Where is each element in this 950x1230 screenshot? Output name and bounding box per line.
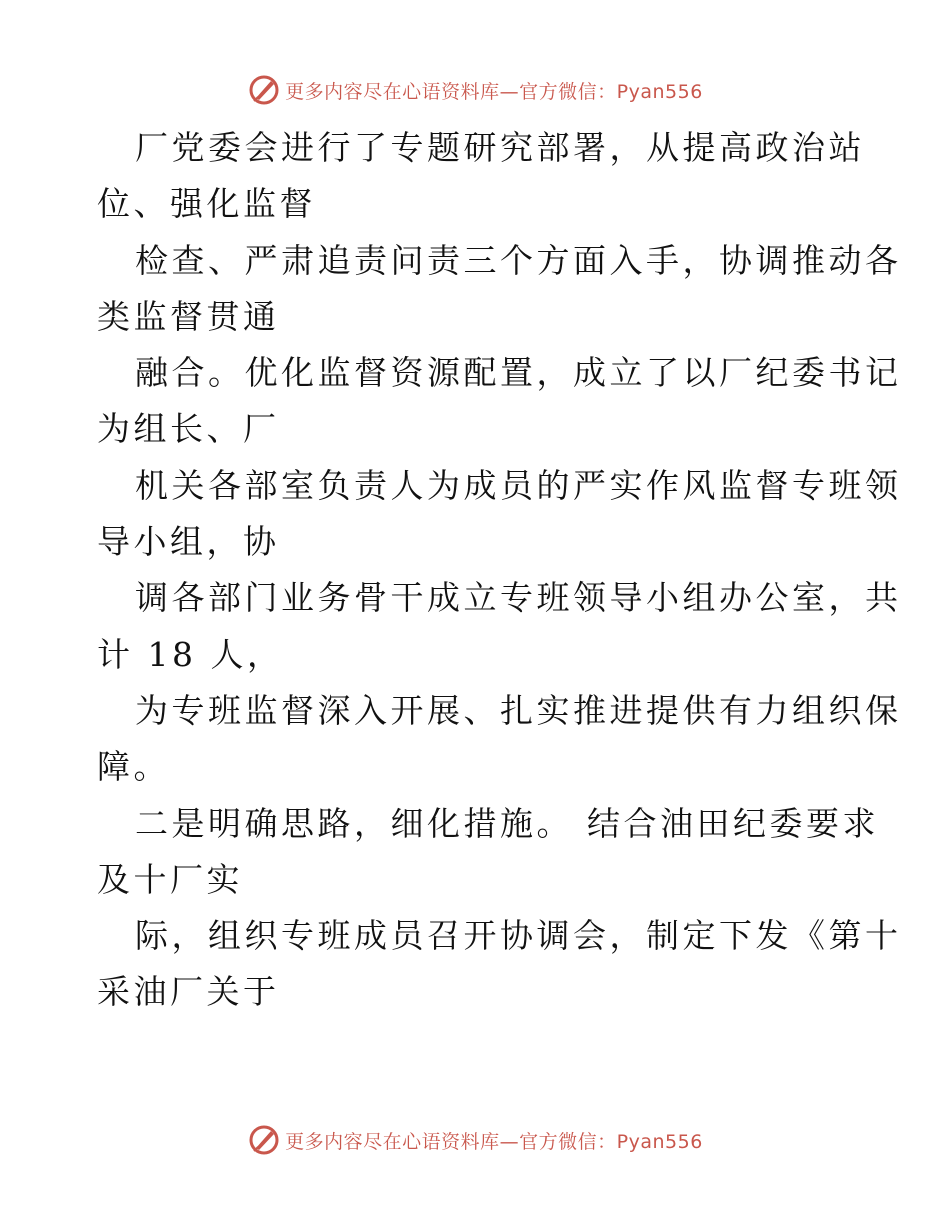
quill-seal-icon — [247, 1123, 281, 1157]
text-line: 位、强化监督 — [97, 184, 316, 224]
text-line: 二是明确思路，细化措施。 结合油田纪委要求 — [135, 803, 879, 843]
text-line: 检查、严肃追责问责三个方面入手，协调推动各 — [135, 240, 902, 280]
watermark-text: 更多内容尽在心语资料库—官方微信：Pyan556 — [285, 80, 703, 103]
text-line: 为组长、厂 — [97, 409, 280, 449]
text-line: 导小组，协 — [97, 522, 280, 562]
text-line: 类监督贯通 — [97, 296, 280, 336]
text-line: 及十厂实 — [97, 859, 243, 899]
text-line: 采油厂关于 — [97, 972, 280, 1012]
quill-seal-icon — [247, 73, 281, 107]
header-watermark — [0, 70, 950, 110]
text-line: 障。 — [97, 747, 170, 787]
text-line: 际，组织专班成员召开协调会，制定下发《第十 — [135, 916, 902, 956]
text-line: 计 18 人， — [97, 634, 284, 674]
watermark-text: 更多内容尽在心语资料库—官方微信：Pyan556 — [285, 1130, 703, 1153]
body-text — [97, 120, 902, 1021]
text-line: 厂党委会进行了专题研究部署，从提高政治站 — [135, 128, 865, 167]
footer-watermark — [0, 1120, 950, 1160]
text-line: 为专班监督深入开展、扎实推进提供有力组织保 — [135, 690, 902, 730]
text-line: 机关各部室负责人为成员的严实作风监督专班领 — [135, 465, 902, 505]
text-line: 调各部门业务骨干成立专班领导小组办公室，共 — [135, 578, 902, 618]
text-line: 融合。优化监督资源配置，成立了以厂纪委书记 — [135, 353, 902, 393]
